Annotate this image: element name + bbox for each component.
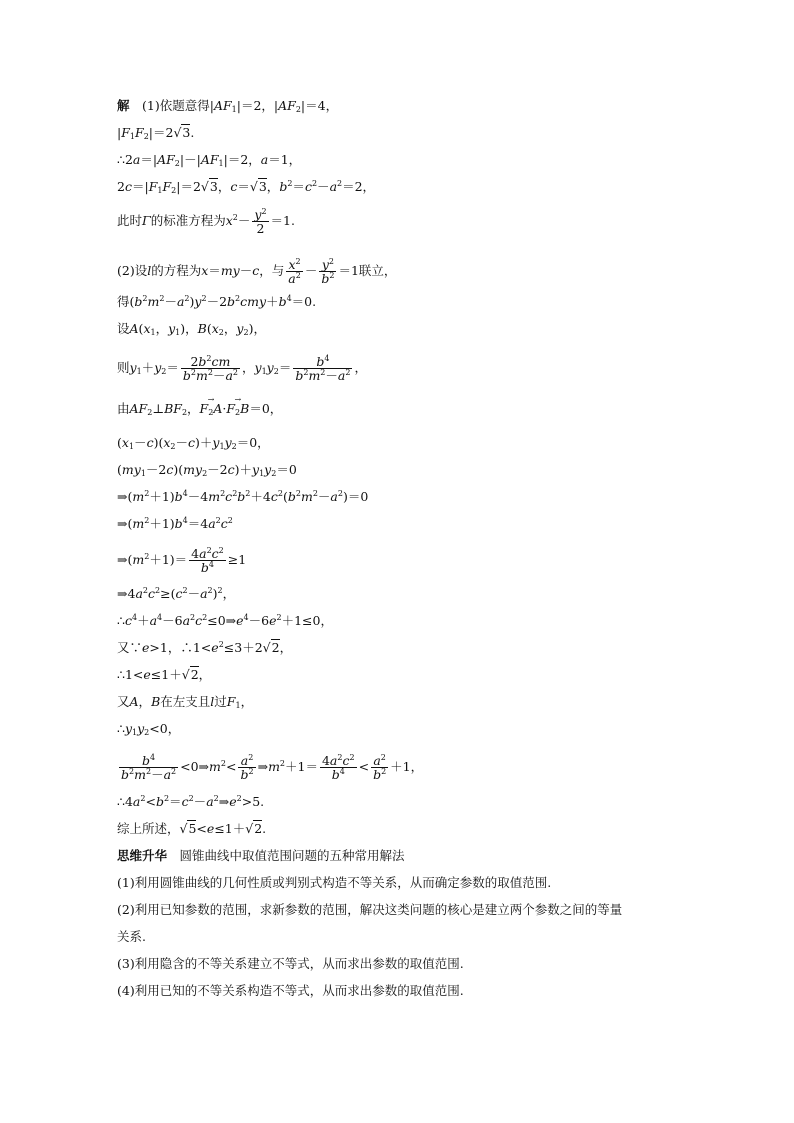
solution-line-21: $\therefore y_1y_2<0$， [117, 721, 181, 737]
solution-line-23: $\therefore 4a^2<b^2=c^2-a^2\Rightarrow e^2>5$. [117, 794, 265, 809]
solution-line-16: $\Rightarrow 4a^2c^2\ge(c^2-a^2)^2$， [117, 586, 236, 601]
solution-line-7: 得$(b^2m^2-a^2)y^2-2b^2cmy+b^4=0$. [117, 294, 317, 309]
solution-line-13: $\Rightarrow(m^2+1)b^4-4m^2c^2b^2+4c^2(b^2m^2-a^2)=0$ [117, 489, 369, 504]
method-item-1: (1)利用圆锥曲线的几何性质或判别式构造不等关系，从而确定参数的取值范围. [117, 875, 552, 890]
solution-line-18: 又∵e>1，$\therefore 1<e^2\le 3+2√2$， [117, 640, 293, 655]
method-subtitle: 圆锥曲线中取值范围问题的五种常用解法 [179, 848, 405, 863]
solution-line-6: (2)设l的方程为x＝my－c，与 $\frac{x^2}{a^2}$ － $\frac{y^2}{b^2}$ ＝1联立， [117, 257, 397, 286]
solution-label: 解 [117, 98, 130, 113]
method-item-3: (3)利用隐含的不等关系建立不等式，从而求出参数的取值范围. [117, 956, 464, 971]
method-title: 思维升华 [117, 848, 168, 863]
solution-line-19: ∴1<e≤1＋√2， [117, 667, 212, 682]
solution-line-2: $|F_1F_2|=2√3$. [117, 125, 195, 141]
solution-line-20: 又A，B在左支且l过$F_1$， [117, 694, 254, 710]
solution-line-24: 综上所述，√5<e≤1＋√2. [117, 821, 267, 836]
solution-line-17: $\therefore c^4+a^4-6a^2c^2\le 0\Rightarrow e^4-6e^2+1\le 0$， [117, 613, 333, 628]
solution-line-1: 解 (1)依题意得$|AF_1|=2$，$|AF_2|=4$， [117, 98, 339, 114]
solution-line-8: 设$A(x_1$，$y_1$)，$B(x_2$，$y_2$)， [117, 321, 266, 337]
solution-line-22: $\frac{b^4}{b^2m^2-a^2}$ $<0\Rightarrow m^2<$ $\frac{a^2}{b^2}$ $\Rightarrow m^2+1=$ $\frac{4a^2c^2}{b^4}$ < $\frac{a^2}{b^2}$ ＋1， [121, 753, 424, 782]
solution-line-10: 由$AF_2\perp BF_2$，→ $F_2A\cdot\to F_2B=0$， [117, 401, 282, 417]
solution-line-3: $\therefore 2a=|AF_2|-|AF_1|=2$，a＝1， [117, 152, 302, 168]
solution-line-4: $2c=|F_1F_2|=2√3$，c＝√3，$b^2=c^2-a^2=2$， [117, 179, 376, 195]
solution-line-5: 此时Γ的标准方程为$x^2-$ $\frac{y^2}{2}$ ＝1. [117, 207, 295, 236]
method-heading [117, 848, 405, 864]
method-item-2-continued: 关系. [117, 929, 146, 944]
method-item-2: (2)利用已知参数的范围，求新参数的范围，解决这类问题的核心是建立两个参数之间的等量 [117, 902, 623, 917]
method-item-4: (4)利用已知的不等关系构造不等式，从而求出参数的取值范围. [117, 983, 464, 998]
solution-line-15: $\Rightarrow(m^2+1)=$ $\frac{4a^2c^2}{b^4}$ ≥1 [117, 546, 247, 575]
solution-line-11: $(x_1-c)(x_2-c)+y_1y_2=0$， [117, 435, 270, 451]
solution-line-14: $\Rightarrow(m^2+1)b^4=4a^2c^2$ [117, 516, 233, 531]
solution-line-9: 则$y_1+y_2=$ $\frac{2b^2cm}{b^2m^2-a^2}$ ，$y_1y_2=$ $\frac{b^4}{b^2m^2-a^2}$ ， [117, 354, 367, 383]
solution-line-12: $(my_1-2c)(my_2-2c)+y_1y_2=0$ [117, 462, 297, 478]
